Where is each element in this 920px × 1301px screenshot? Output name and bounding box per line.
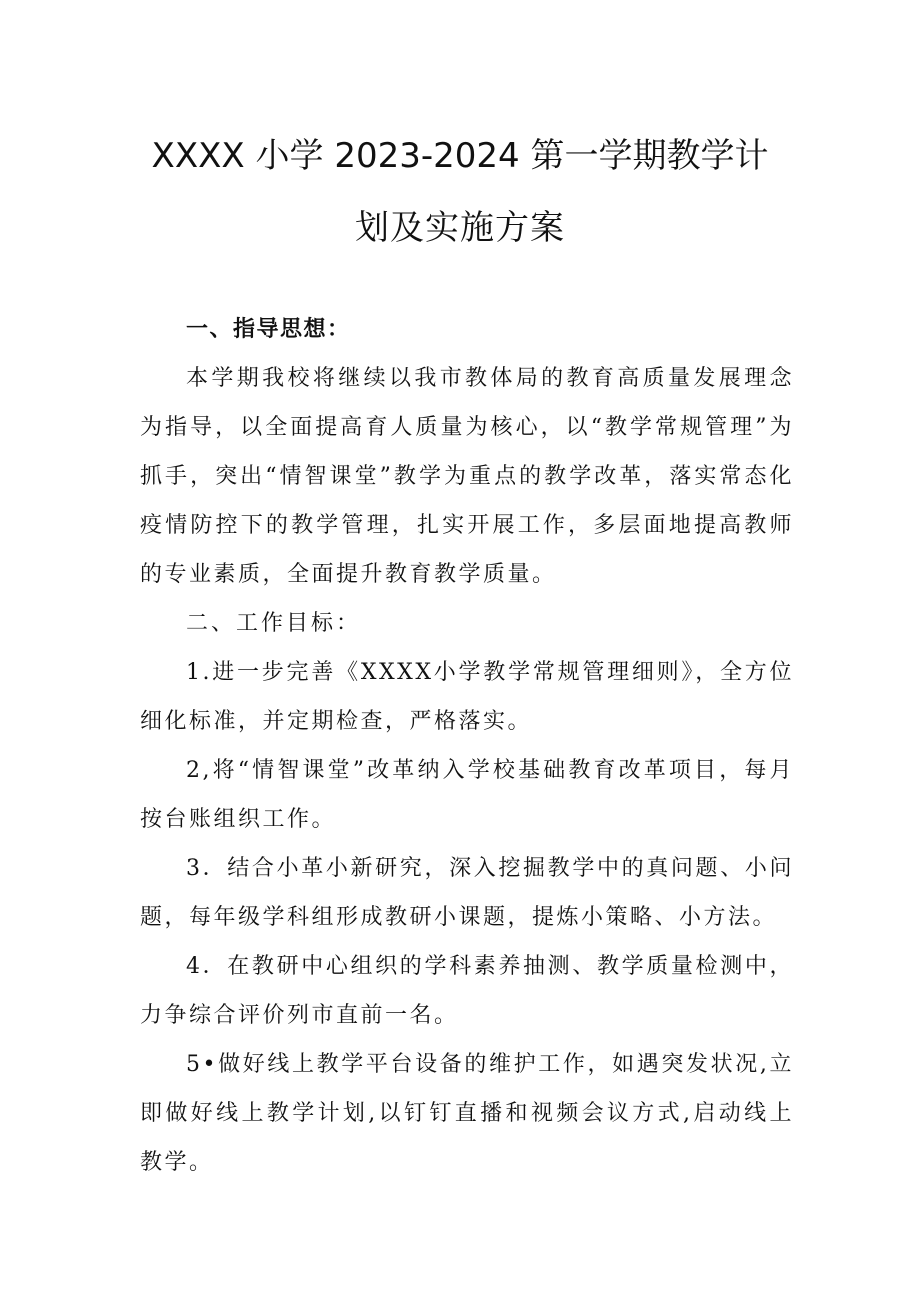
section-heading-guiding-ideology: 一、指导思想： <box>186 317 351 342</box>
section-heading-work-goals: 二、工作目标： <box>186 611 362 636</box>
goal-item-1: 1.进一步完善《XXXX小学教学常规管理细则》，全方位细化标准，并定期检查，严格落实。 <box>140 660 794 734</box>
document-title-line-1: XXXX 小学 2023-2024 第一学期教学计 <box>151 136 769 176</box>
guiding-ideology-paragraph: 本学期我校将继续以我市教体局的教育高质量发展理念为指导，以全面提高育人质量为核心，以“教学常规管理”为抓手，突出“情智课堂”教学为重点的教学改革，落实常态化疫情防控下的教学管理，扎实开展工作，多层面地提高教师的专业素质，全面提升教育教学质量。 <box>140 366 794 587</box>
goal-item-2: 2,将“情智课堂”改革纳入学校基础教育改革项目，每月按台账组织工作。 <box>140 758 794 832</box>
goal-item-4: 4．在教研中心组织的学科素养抽测、教学质量检测中，力争综合评价列市直前一名。 <box>140 954 794 1028</box>
goal-item-5: 5•做好线上教学平台设备的维护工作，如遇突发状况,立即做好线上教学计划,以钉钉直播和视频会议方式,启动线上教学。 <box>140 1052 794 1175</box>
document-title-line-2: 划及实施方案 <box>355 208 565 248</box>
goal-item-3: 3．结合小革小新研究，深入挖掘教学中的真问题、小问题，每年级学科组形成教研小课题，提炼小策略、小方法。 <box>140 856 794 930</box>
document-body <box>140 305 794 1187</box>
